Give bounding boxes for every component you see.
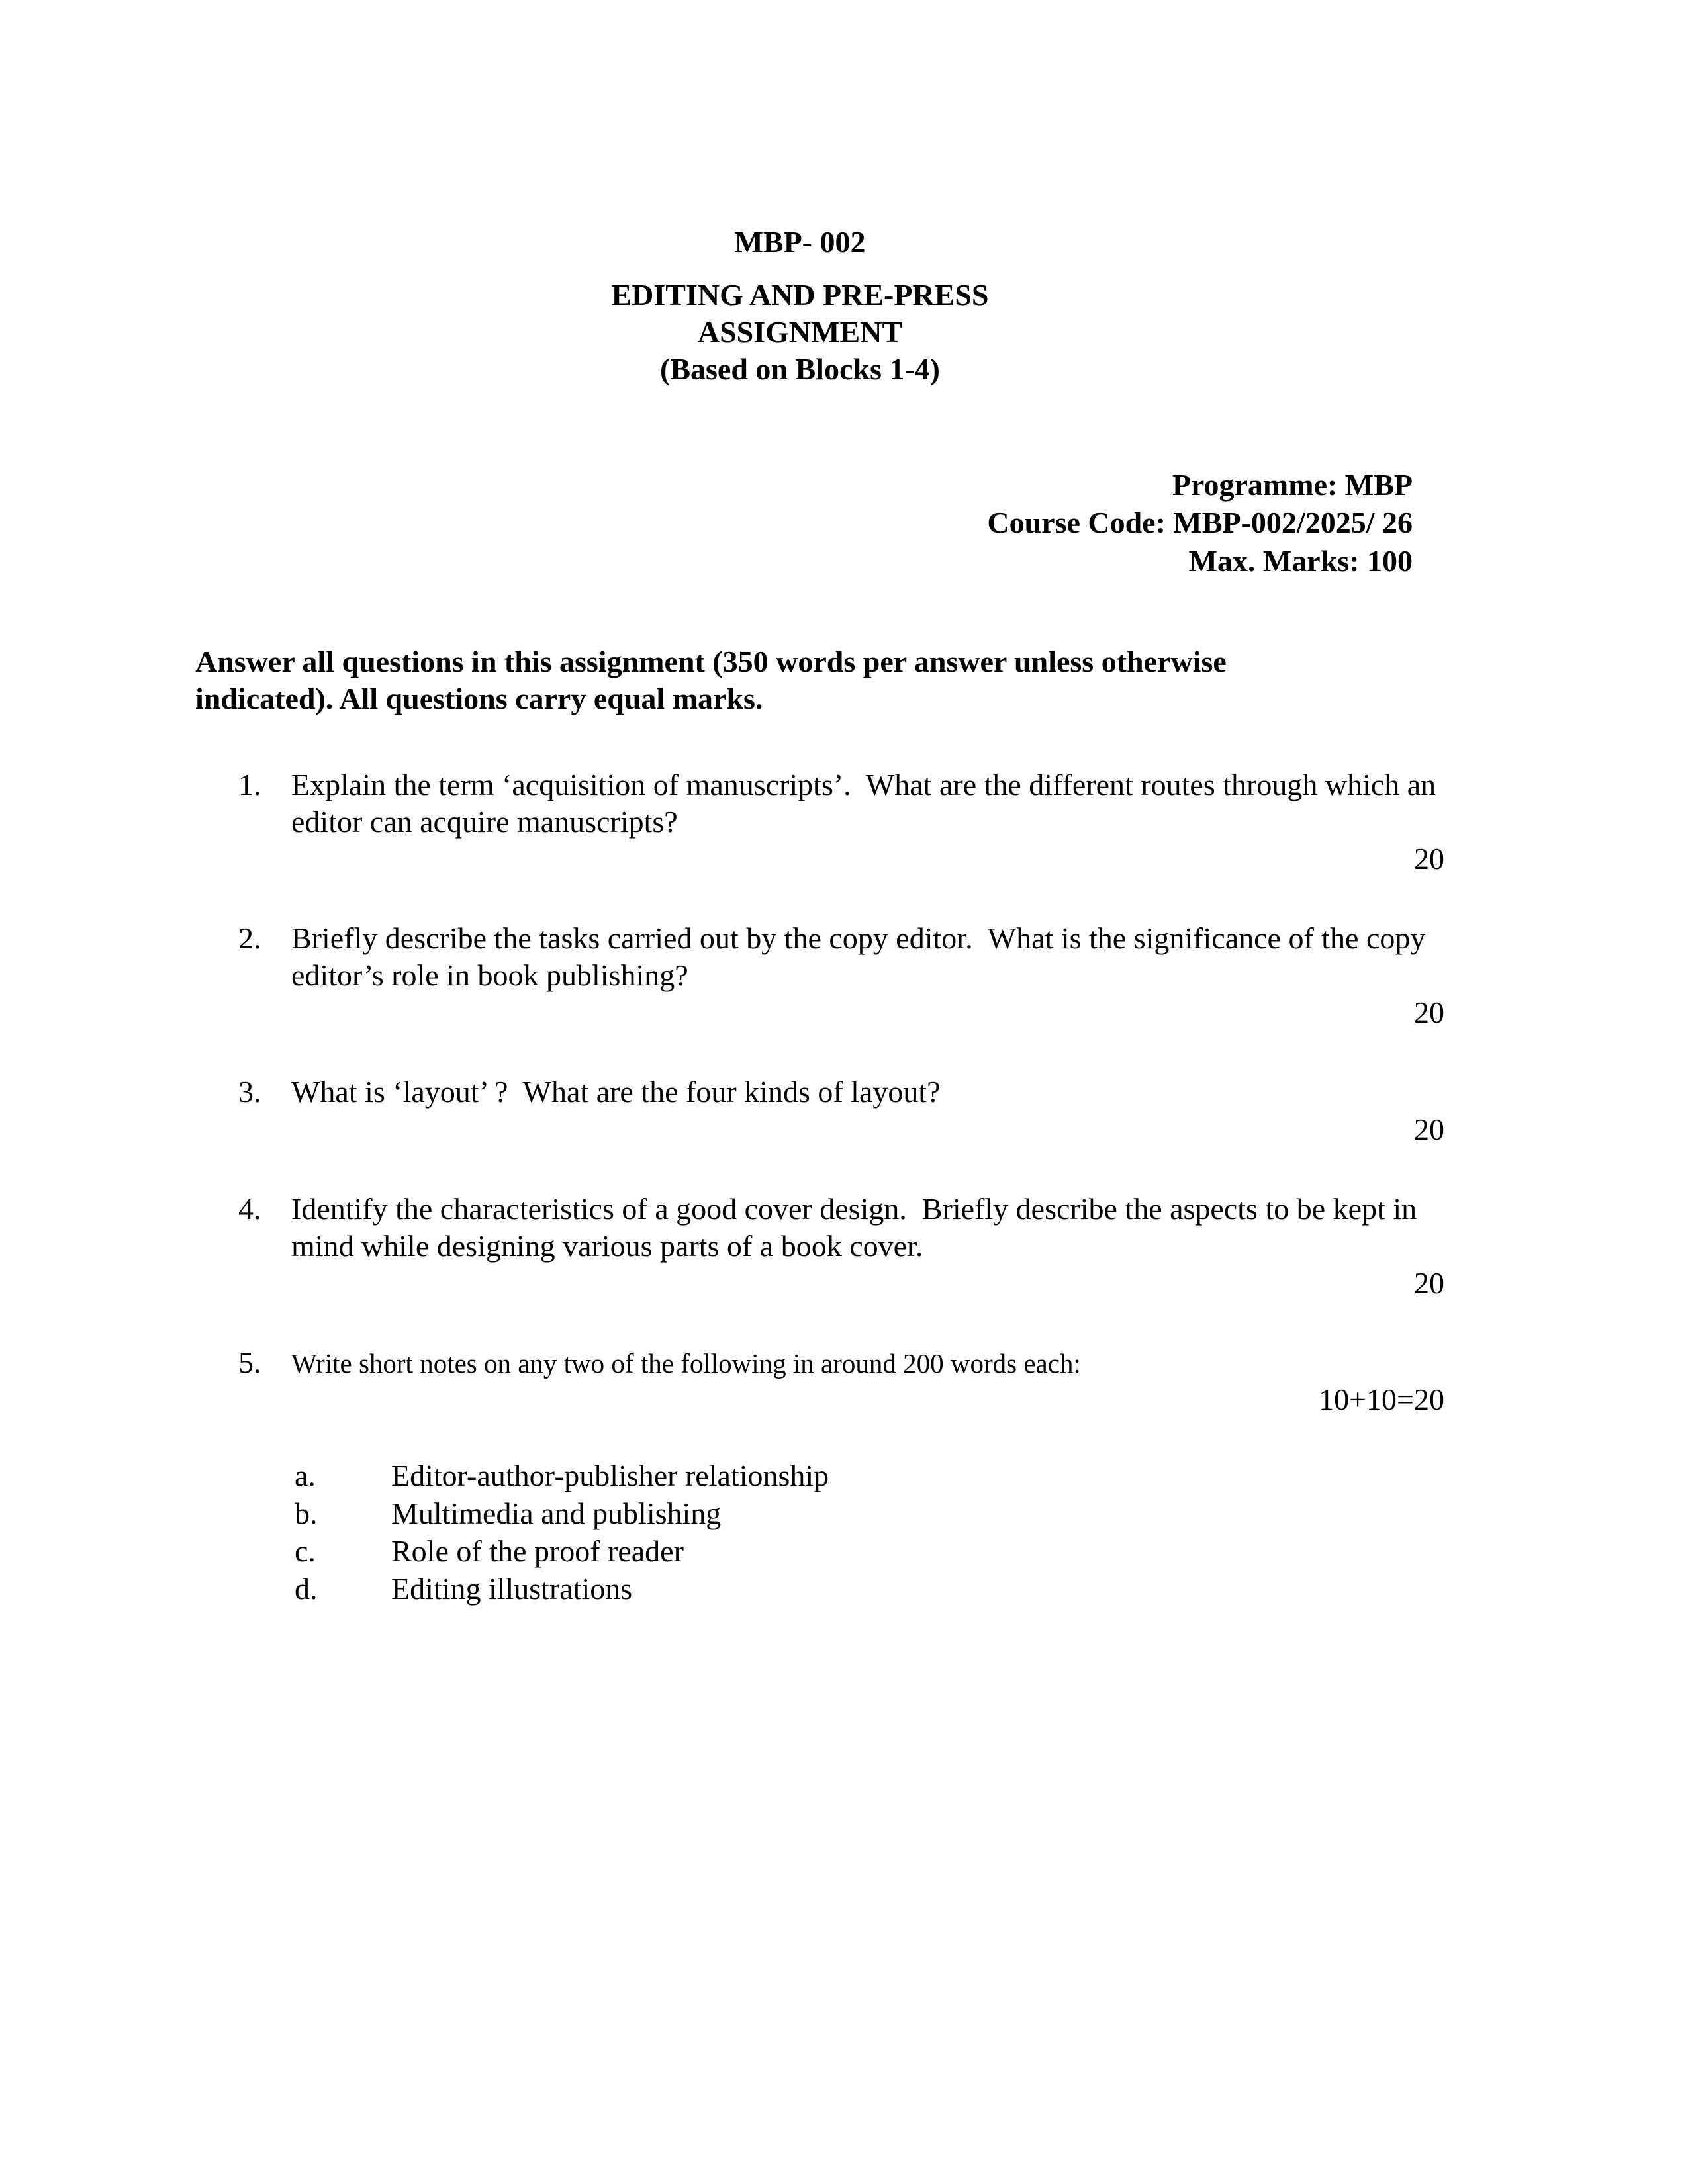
question-item bbox=[195, 920, 1444, 1031]
subitem-label: b. bbox=[295, 1496, 318, 1531]
programme-line: Programme: MBP bbox=[1172, 468, 1413, 502]
question-item bbox=[195, 766, 1444, 878]
subitem-row bbox=[295, 1570, 1444, 1608]
question-text: Briefly describe the tasks carried out by the copy editor. What is the significance of the copy editor’s role in book publishing? bbox=[291, 921, 1433, 993]
subitem-label: a. bbox=[295, 1459, 316, 1493]
question-row bbox=[195, 766, 1444, 841]
question-row bbox=[195, 1191, 1444, 1265]
question-number: 4. bbox=[238, 1191, 261, 1226]
question-text: Explain the term ‘acquisition of manuscripts’. What are the different routes through which an editor can acquire manuscripts? bbox=[291, 767, 1444, 839]
question-text: What is ‘layout’ ? What are the four kinds of layout? bbox=[291, 1075, 941, 1109]
question-item bbox=[195, 1073, 1444, 1148]
document-subtitle: ASSIGNMENT bbox=[697, 315, 903, 349]
question-row bbox=[195, 1344, 1444, 1381]
question-text: Write short notes on any two of the following in around 200 words each: bbox=[291, 1347, 1081, 1379]
question-text: Identify the characteristics of a good cover design. Briefly describe the aspects to be kept in mind while designing various parts of a book cover. bbox=[291, 1191, 1425, 1263]
subitem-row bbox=[295, 1532, 1444, 1570]
subitem-label: d. bbox=[295, 1572, 318, 1606]
max-marks-line: Max. Marks: 100 bbox=[1188, 543, 1413, 578]
question-marks: 20 bbox=[1414, 1265, 1444, 1300]
question-row bbox=[195, 1073, 1444, 1111]
question-marks: 10+10=20 bbox=[1319, 1383, 1444, 1417]
question-subitems bbox=[295, 1457, 1444, 1608]
question-item bbox=[195, 1344, 1444, 1608]
subitem-text: Multimedia and publishing bbox=[391, 1496, 722, 1531]
blocks-note: (Based on Blocks 1-4) bbox=[660, 352, 940, 387]
course-code-line: Course Code: MBP-002/2025/ 26 bbox=[987, 506, 1413, 540]
meta-block bbox=[195, 466, 1444, 579]
subitem-text: Editing illustrations bbox=[391, 1572, 633, 1606]
question-number: 1. bbox=[238, 767, 261, 801]
question-number: 3. bbox=[238, 1075, 261, 1109]
question-number: 2. bbox=[238, 921, 261, 956]
subitem-label: c. bbox=[295, 1534, 316, 1569]
question-item bbox=[195, 1191, 1444, 1302]
question-row bbox=[195, 920, 1444, 994]
subitem-row bbox=[295, 1494, 1444, 1532]
question-marks: 20 bbox=[1414, 841, 1444, 876]
instructions-paragraph: Answer all questions in this assignment (350 words per answer unless otherwise indicated). All questions carry equal marks. bbox=[195, 644, 1235, 715]
question-marks: 20 bbox=[1414, 995, 1444, 1030]
course-number: MBP- 002 bbox=[734, 225, 866, 259]
document-header bbox=[195, 224, 1405, 388]
document-title: EDITING AND PRE-PRESS bbox=[611, 278, 989, 312]
subitem-row bbox=[295, 1457, 1444, 1494]
questions-list bbox=[195, 766, 1444, 1608]
question-marks: 20 bbox=[1414, 1112, 1444, 1146]
question-number: 5. bbox=[238, 1345, 261, 1379]
subitem-text: Role of the proof reader bbox=[391, 1534, 684, 1569]
subitem-text: Editor-author-publisher relationship bbox=[391, 1459, 829, 1493]
